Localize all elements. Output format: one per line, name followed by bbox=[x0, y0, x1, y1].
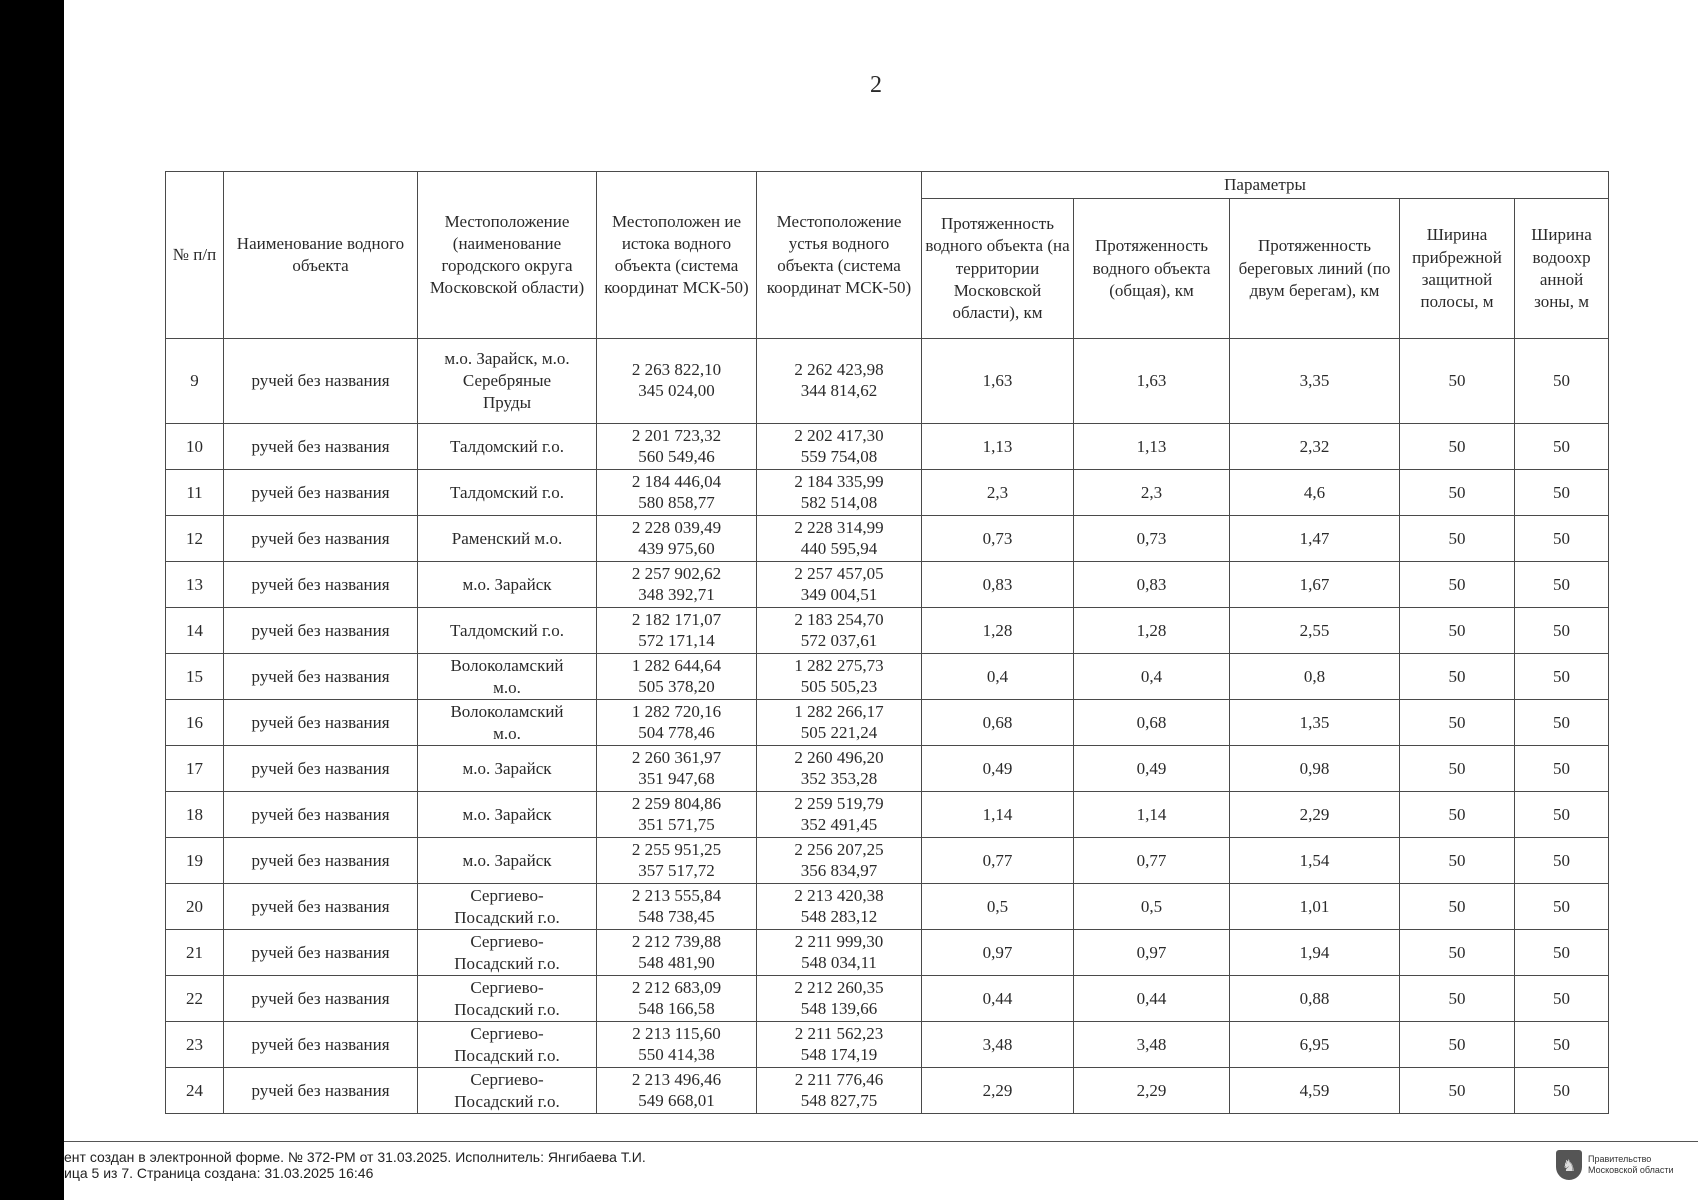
cell-num: 18 bbox=[166, 792, 224, 838]
cell-source-line: 505 378,20 bbox=[638, 676, 715, 696]
cell-mouth-line: 2 260 496,20 bbox=[794, 747, 884, 767]
cell-length-region: 0,68 bbox=[922, 700, 1074, 746]
cell-length-region: 0,97 bbox=[922, 930, 1074, 976]
cell-num: 19 bbox=[166, 838, 224, 884]
cell-source bbox=[597, 700, 757, 746]
cell-shore-length: 1,94 bbox=[1230, 930, 1400, 976]
cell-length-total: 1,14 bbox=[1074, 792, 1230, 838]
cell-source bbox=[597, 654, 757, 700]
cell-water-zone-width: 50 bbox=[1515, 562, 1609, 608]
cell-location bbox=[418, 516, 597, 562]
cell-mouth-line: 352 353,28 bbox=[800, 768, 878, 788]
cell-mouth-line: 2 211 776,46 bbox=[794, 1069, 884, 1089]
logo-line-2: Московской области bbox=[1588, 1165, 1674, 1175]
cell-mouth bbox=[757, 1022, 922, 1068]
cell-protect-width: 50 bbox=[1400, 339, 1515, 424]
cell-shore-length: 0,8 bbox=[1230, 654, 1400, 700]
cell-name: ручей без названия bbox=[224, 838, 418, 884]
cell-length-total: 0,44 bbox=[1074, 976, 1230, 1022]
cell-source-line: 548 738,45 bbox=[638, 906, 715, 926]
cell-shore-length: 1,54 bbox=[1230, 838, 1400, 884]
table-header bbox=[166, 172, 1609, 339]
cell-num: 24 bbox=[166, 1068, 224, 1114]
cell-mouth bbox=[757, 654, 922, 700]
cell-source-line: 560 549,46 bbox=[638, 446, 715, 466]
cell-source-line: 2 263 822,10 bbox=[631, 360, 722, 380]
cell-mouth bbox=[757, 339, 922, 424]
cell-shore-length: 2,32 bbox=[1230, 424, 1400, 470]
cell-length-total: 0,4 bbox=[1074, 654, 1230, 700]
cell-length-region: 0,49 bbox=[922, 746, 1074, 792]
cell-location-line: м.о. Зарайск bbox=[462, 850, 552, 870]
cell-location-line: Посадский г.о. bbox=[454, 1091, 560, 1111]
cell-length-total: 0,68 bbox=[1074, 700, 1230, 746]
cell-location-line: Посадский г.о. bbox=[454, 1045, 560, 1065]
cell-location-line: Талдомский г.о. bbox=[449, 482, 565, 502]
table-row bbox=[166, 930, 1609, 976]
header-shore-length: Протяженность береговых линий (по двум берегам), км bbox=[1230, 199, 1400, 339]
cell-location-line: Талдомский г.о. bbox=[449, 620, 565, 640]
cell-source-line: 2 260 361,97 bbox=[631, 747, 722, 767]
table-row bbox=[166, 1022, 1609, 1068]
cell-name: ручей без названия bbox=[224, 930, 418, 976]
cell-location bbox=[418, 562, 597, 608]
cell-source-line: 1 282 720,16 bbox=[631, 701, 722, 721]
cell-protect-width: 50 bbox=[1400, 976, 1515, 1022]
cell-location bbox=[418, 838, 597, 884]
coat-of-arms-icon: ♞ bbox=[1556, 1150, 1582, 1180]
cell-num: 14 bbox=[166, 608, 224, 654]
cell-source bbox=[597, 930, 757, 976]
cell-location bbox=[418, 700, 597, 746]
cell-protect-width: 50 bbox=[1400, 470, 1515, 516]
cell-location bbox=[418, 424, 597, 470]
cell-mouth-line: 2 213 420,38 bbox=[794, 885, 884, 905]
cell-length-region: 1,63 bbox=[922, 339, 1074, 424]
table-row bbox=[166, 339, 1609, 424]
cell-mouth bbox=[757, 1068, 922, 1114]
table-row bbox=[166, 792, 1609, 838]
footer-line-2: ица 5 из 7. Страница создана: 31.03.2025 16:46 bbox=[64, 1165, 374, 1181]
cell-location bbox=[418, 470, 597, 516]
cell-source-line: 548 481,90 bbox=[638, 952, 715, 972]
cell-length-total: 0,49 bbox=[1074, 746, 1230, 792]
cell-length-total: 1,63 bbox=[1074, 339, 1230, 424]
cell-mouth-line: 548 034,11 bbox=[801, 952, 877, 972]
cell-mouth-line: 548 283,12 bbox=[800, 906, 878, 926]
table-row bbox=[166, 516, 1609, 562]
government-logo bbox=[1556, 1150, 1674, 1180]
cell-num: 20 bbox=[166, 884, 224, 930]
header-protect-width: Ширина прибрежной защитной полосы, м bbox=[1400, 199, 1515, 339]
cell-length-region: 2,29 bbox=[922, 1068, 1074, 1114]
cell-source-line: 345 024,00 bbox=[638, 381, 715, 401]
water-objects-table-wrap bbox=[165, 171, 1608, 1114]
cell-source bbox=[597, 470, 757, 516]
cell-num: 22 bbox=[166, 976, 224, 1022]
cell-length-total: 3,48 bbox=[1074, 1022, 1230, 1068]
cell-mouth-line: 2 257 457,05 bbox=[794, 563, 884, 583]
table-row bbox=[166, 562, 1609, 608]
cell-mouth-line: 548 139,66 bbox=[800, 998, 878, 1018]
cell-name: ручей без названия bbox=[224, 746, 418, 792]
cell-mouth-line: 344 814,62 bbox=[800, 381, 878, 401]
cell-water-zone-width: 50 bbox=[1515, 1022, 1609, 1068]
header-length-total: Протяженность водного объекта (общая), км bbox=[1074, 199, 1230, 339]
cell-name: ручей без названия bbox=[224, 470, 418, 516]
cell-shore-length: 1,35 bbox=[1230, 700, 1400, 746]
cell-name: ручей без названия bbox=[224, 608, 418, 654]
cell-mouth bbox=[757, 930, 922, 976]
cell-num: 23 bbox=[166, 1022, 224, 1068]
cell-source-line: 549 668,01 bbox=[638, 1090, 715, 1110]
header-water-zone-width: Ширина водоохр анной зоны, м bbox=[1515, 199, 1609, 339]
cell-num: 21 bbox=[166, 930, 224, 976]
cell-source bbox=[597, 976, 757, 1022]
cell-water-zone-width: 50 bbox=[1515, 608, 1609, 654]
cell-name: ручей без названия bbox=[224, 562, 418, 608]
table-row bbox=[166, 470, 1609, 516]
cell-water-zone-width: 50 bbox=[1515, 470, 1609, 516]
cell-water-zone-width: 50 bbox=[1515, 424, 1609, 470]
cell-location bbox=[418, 930, 597, 976]
cell-location-line: Сергиево- bbox=[470, 885, 544, 905]
water-objects-table bbox=[165, 171, 1609, 1114]
cell-mouth bbox=[757, 562, 922, 608]
cell-length-region: 0,77 bbox=[922, 838, 1074, 884]
cell-location-line: Посадский г.о. bbox=[454, 999, 560, 1019]
cell-mouth-line: 582 514,08 bbox=[800, 492, 878, 512]
cell-location bbox=[418, 884, 597, 930]
cell-mouth bbox=[757, 424, 922, 470]
table-row bbox=[166, 608, 1609, 654]
table-row bbox=[166, 746, 1609, 792]
scan-left-edge bbox=[0, 0, 64, 1200]
cell-location-line: Сергиево- bbox=[470, 931, 544, 951]
cell-name: ручей без названия bbox=[224, 1022, 418, 1068]
cell-source bbox=[597, 838, 757, 884]
cell-source-line: 2 182 171,07 bbox=[631, 609, 722, 629]
table-row bbox=[166, 884, 1609, 930]
cell-mouth-line: 2 256 207,25 bbox=[794, 839, 884, 859]
cell-mouth-line: 505 505,23 bbox=[800, 676, 878, 696]
cell-mouth-line: 356 834,97 bbox=[800, 860, 878, 880]
cell-source bbox=[597, 516, 757, 562]
cell-mouth-line: 1 282 266,17 bbox=[794, 701, 884, 721]
cell-mouth-line: 2 211 999,30 bbox=[794, 931, 884, 951]
cell-location-line: Пруды bbox=[482, 393, 532, 413]
cell-num: 17 bbox=[166, 746, 224, 792]
cell-name: ручей без названия bbox=[224, 654, 418, 700]
cell-shore-length: 6,95 bbox=[1230, 1022, 1400, 1068]
cell-mouth bbox=[757, 516, 922, 562]
cell-num: 10 bbox=[166, 424, 224, 470]
cell-mouth bbox=[757, 470, 922, 516]
cell-name: ручей без названия bbox=[224, 792, 418, 838]
cell-location-line: Волоколамский bbox=[450, 655, 564, 675]
header-location: Местоположение (наименование городского округа Московской области) bbox=[418, 172, 597, 339]
cell-location-line: Волоколамский bbox=[450, 701, 564, 721]
cell-length-region: 1,28 bbox=[922, 608, 1074, 654]
cell-source-line: 2 201 723,32 bbox=[631, 425, 722, 445]
logo-text bbox=[1588, 1154, 1674, 1176]
cell-length-region: 0,73 bbox=[922, 516, 1074, 562]
cell-source-line: 504 778,46 bbox=[638, 722, 715, 742]
cell-length-region: 1,13 bbox=[922, 424, 1074, 470]
cell-name: ручей без названия bbox=[224, 976, 418, 1022]
cell-source-line: 351 571,75 bbox=[638, 814, 715, 834]
cell-mouth-line: 2 202 417,30 bbox=[794, 425, 884, 445]
cell-protect-width: 50 bbox=[1400, 792, 1515, 838]
cell-source bbox=[597, 792, 757, 838]
cell-protect-width: 50 bbox=[1400, 746, 1515, 792]
table-body bbox=[166, 339, 1609, 1114]
cell-location-line: Талдомский г.о. bbox=[449, 436, 565, 456]
cell-water-zone-width: 50 bbox=[1515, 976, 1609, 1022]
cell-num: 15 bbox=[166, 654, 224, 700]
cell-mouth bbox=[757, 608, 922, 654]
cell-location-line: м.о. Зарайск bbox=[462, 574, 552, 594]
cell-source-line: 550 414,38 bbox=[638, 1044, 715, 1064]
cell-name: ручей без названия bbox=[224, 516, 418, 562]
cell-water-zone-width: 50 bbox=[1515, 339, 1609, 424]
cell-location-line: Сергиево- bbox=[470, 1023, 544, 1043]
cell-location-line: Посадский г.о. bbox=[454, 907, 560, 927]
cell-mouth-line: 2 228 314,99 bbox=[794, 517, 884, 537]
cell-length-total: 0,77 bbox=[1074, 838, 1230, 884]
header-params: Параметры bbox=[922, 172, 1609, 199]
cell-num: 9 bbox=[166, 339, 224, 424]
cell-mouth bbox=[757, 792, 922, 838]
cell-protect-width: 50 bbox=[1400, 884, 1515, 930]
cell-name: ручей без названия bbox=[224, 700, 418, 746]
cell-location bbox=[418, 976, 597, 1022]
cell-length-total: 0,73 bbox=[1074, 516, 1230, 562]
cell-name: ручей без названия bbox=[224, 339, 418, 424]
cell-length-region: 3,48 bbox=[922, 1022, 1074, 1068]
cell-shore-length: 0,98 bbox=[1230, 746, 1400, 792]
cell-location bbox=[418, 339, 597, 424]
cell-water-zone-width: 50 bbox=[1515, 792, 1609, 838]
table-row bbox=[166, 976, 1609, 1022]
cell-mouth-line: 352 491,45 bbox=[800, 814, 878, 834]
cell-protect-width: 50 bbox=[1400, 700, 1515, 746]
cell-source-line: 357 517,72 bbox=[638, 860, 715, 880]
cell-location-line: Сергиево- bbox=[470, 1069, 544, 1089]
cell-location bbox=[418, 654, 597, 700]
cell-location bbox=[418, 608, 597, 654]
cell-source bbox=[597, 1022, 757, 1068]
cell-water-zone-width: 50 bbox=[1515, 884, 1609, 930]
cell-water-zone-width: 50 bbox=[1515, 654, 1609, 700]
cell-mouth-line: 505 221,24 bbox=[800, 722, 878, 742]
cell-source-line: 2 228 039,49 bbox=[631, 517, 722, 537]
footer-divider bbox=[64, 1141, 1698, 1142]
cell-mouth-line: 1 282 275,73 bbox=[794, 655, 884, 675]
cell-mouth-line: 349 004,51 bbox=[800, 584, 878, 604]
cell-mouth-line: 548 174,19 bbox=[800, 1044, 878, 1064]
cell-mouth-line: 2 212 260,35 bbox=[794, 977, 884, 997]
cell-protect-width: 50 bbox=[1400, 1068, 1515, 1114]
cell-water-zone-width: 50 bbox=[1515, 746, 1609, 792]
cell-protect-width: 50 bbox=[1400, 838, 1515, 884]
cell-mouth bbox=[757, 976, 922, 1022]
cell-shore-length: 1,47 bbox=[1230, 516, 1400, 562]
cell-length-total: 1,13 bbox=[1074, 424, 1230, 470]
cell-source-line: 2 257 902,62 bbox=[631, 563, 722, 583]
header-length-region: Протяженность водного объекта (на территории Московской области), км bbox=[922, 199, 1074, 339]
cell-source bbox=[597, 1068, 757, 1114]
cell-length-region: 2,3 bbox=[922, 470, 1074, 516]
cell-source-line: 1 282 644,64 bbox=[631, 655, 722, 675]
cell-source-line: 2 212 739,88 bbox=[631, 931, 722, 951]
cell-protect-width: 50 bbox=[1400, 562, 1515, 608]
table-row bbox=[166, 424, 1609, 470]
cell-mouth-line: 572 037,61 bbox=[800, 630, 878, 650]
cell-location bbox=[418, 746, 597, 792]
cell-location-line: м.о. Зарайск bbox=[462, 804, 552, 824]
cell-source-line: 2 213 555,84 bbox=[631, 885, 722, 905]
cell-protect-width: 50 bbox=[1400, 1022, 1515, 1068]
cell-mouth-line: 548 827,75 bbox=[800, 1090, 878, 1110]
cell-location-line: Посадский г.о. bbox=[454, 953, 560, 973]
cell-length-total: 0,83 bbox=[1074, 562, 1230, 608]
table-row bbox=[166, 700, 1609, 746]
cell-protect-width: 50 bbox=[1400, 930, 1515, 976]
table-row bbox=[166, 1068, 1609, 1114]
cell-shore-length: 0,88 bbox=[1230, 976, 1400, 1022]
cell-name: ручей без названия bbox=[224, 424, 418, 470]
cell-length-total: 0,5 bbox=[1074, 884, 1230, 930]
cell-source-line: 2 213 115,60 bbox=[632, 1023, 721, 1043]
cell-shore-length: 3,35 bbox=[1230, 339, 1400, 424]
cell-water-zone-width: 50 bbox=[1515, 930, 1609, 976]
cell-source bbox=[597, 746, 757, 792]
cell-source-line: 2 212 683,09 bbox=[631, 977, 722, 997]
cell-source-line: 2 184 446,04 bbox=[631, 471, 722, 491]
cell-source-line: 580 858,77 bbox=[638, 492, 715, 512]
cell-source-line: 2 259 804,86 bbox=[631, 793, 722, 813]
cell-source bbox=[597, 424, 757, 470]
cell-protect-width: 50 bbox=[1400, 654, 1515, 700]
cell-source-line: 572 171,14 bbox=[638, 630, 715, 650]
cell-mouth-line: 559 754,08 bbox=[800, 446, 878, 466]
cell-source bbox=[597, 608, 757, 654]
cell-location bbox=[418, 792, 597, 838]
cell-length-total: 0,97 bbox=[1074, 930, 1230, 976]
cell-mouth bbox=[757, 746, 922, 792]
cell-location-line: Серебряные bbox=[462, 371, 552, 391]
cell-source bbox=[597, 339, 757, 424]
cell-mouth-line: 2 183 254,70 bbox=[794, 609, 884, 629]
table-row bbox=[166, 654, 1609, 700]
footer-stamp bbox=[64, 1149, 646, 1181]
cell-location bbox=[418, 1068, 597, 1114]
cell-location-line: Раменский м.о. bbox=[451, 528, 563, 548]
cell-source-line: 548 166,58 bbox=[638, 998, 715, 1018]
cell-shore-length: 1,01 bbox=[1230, 884, 1400, 930]
header-name: Наименование водного объекта bbox=[224, 172, 418, 339]
cell-water-zone-width: 50 bbox=[1515, 1068, 1609, 1114]
cell-source-line: 2 213 496,46 bbox=[631, 1069, 722, 1089]
cell-water-zone-width: 50 bbox=[1515, 700, 1609, 746]
cell-num: 11 bbox=[166, 470, 224, 516]
cell-location-line: м.о. bbox=[493, 723, 521, 743]
cell-mouth-line: 440 595,94 bbox=[800, 538, 878, 558]
cell-mouth-line: 2 262 423,98 bbox=[794, 360, 884, 380]
cell-length-region: 0,83 bbox=[922, 562, 1074, 608]
cell-source-line: 2 255 951,25 bbox=[631, 839, 722, 859]
cell-length-region: 0,4 bbox=[922, 654, 1074, 700]
cell-mouth bbox=[757, 884, 922, 930]
cell-length-region: 0,44 bbox=[922, 976, 1074, 1022]
cell-protect-width: 50 bbox=[1400, 608, 1515, 654]
cell-location bbox=[418, 1022, 597, 1068]
cell-shore-length: 4,6 bbox=[1230, 470, 1400, 516]
cell-source-line: 439 975,60 bbox=[638, 538, 715, 558]
cell-location-line: Сергиево- bbox=[470, 977, 544, 997]
cell-source-line: 351 947,68 bbox=[638, 768, 715, 788]
cell-mouth bbox=[757, 700, 922, 746]
cell-mouth-line: 2 211 562,23 bbox=[794, 1023, 884, 1043]
cell-mouth-line: 2 184 335,99 bbox=[794, 471, 884, 491]
footer-line-1: ент создан в электронной форме. № 372-РМ от 31.03.2025. Исполнитель: Янгибаева Т.И. bbox=[64, 1149, 646, 1165]
page-number: 2 bbox=[870, 72, 882, 98]
cell-length-total: 2,29 bbox=[1074, 1068, 1230, 1114]
header-mouth: Местоположение устья водного объекта (система координат МСК-50) bbox=[757, 172, 922, 339]
cell-length-region: 1,14 bbox=[922, 792, 1074, 838]
cell-num: 12 bbox=[166, 516, 224, 562]
header-num: № п/п bbox=[166, 172, 224, 339]
logo-line-1: Правительство bbox=[1588, 1154, 1652, 1164]
cell-water-zone-width: 50 bbox=[1515, 516, 1609, 562]
cell-source bbox=[597, 562, 757, 608]
cell-shore-length: 4,59 bbox=[1230, 1068, 1400, 1114]
cell-location-line: м.о. bbox=[493, 677, 521, 697]
cell-source-line: 348 392,71 bbox=[638, 584, 715, 604]
cell-location-line: м.о. Зарайск, м.о. bbox=[444, 348, 570, 368]
cell-protect-width: 50 bbox=[1400, 424, 1515, 470]
cell-shore-length: 2,55 bbox=[1230, 608, 1400, 654]
table-row bbox=[166, 838, 1609, 884]
cell-name: ручей без названия bbox=[224, 1068, 418, 1114]
cell-num: 16 bbox=[166, 700, 224, 746]
cell-protect-width: 50 bbox=[1400, 516, 1515, 562]
cell-length-total: 1,28 bbox=[1074, 608, 1230, 654]
cell-location-line: м.о. Зарайск bbox=[462, 758, 552, 778]
cell-shore-length: 1,67 bbox=[1230, 562, 1400, 608]
cell-water-zone-width: 50 bbox=[1515, 838, 1609, 884]
cell-source bbox=[597, 884, 757, 930]
cell-mouth-line: 2 259 519,79 bbox=[794, 793, 884, 813]
cell-length-total: 2,3 bbox=[1074, 470, 1230, 516]
cell-num: 13 bbox=[166, 562, 224, 608]
cell-name: ручей без названия bbox=[224, 884, 418, 930]
cell-length-region: 0,5 bbox=[922, 884, 1074, 930]
cell-shore-length: 2,29 bbox=[1230, 792, 1400, 838]
cell-mouth bbox=[757, 838, 922, 884]
header-source: Местоположен ие истока водного объекта (система координат МСК-50) bbox=[597, 172, 757, 339]
